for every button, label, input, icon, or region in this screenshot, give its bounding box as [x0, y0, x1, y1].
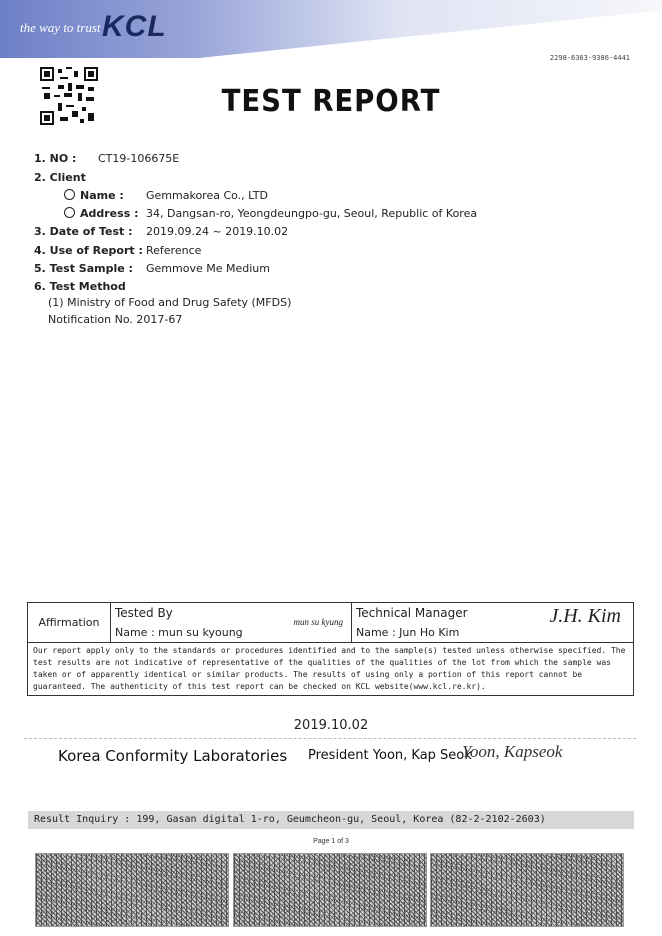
technical-manager-signature: J.H. Kim	[549, 604, 621, 627]
tested-by-signature: mun su kyung	[293, 616, 343, 627]
document-number: 2298-6363-9386-4441	[549, 54, 630, 62]
affirmation-label: Affirmation	[28, 603, 111, 643]
circle-bullet-icon	[64, 207, 75, 218]
page-number: Page 1 of 3	[313, 838, 349, 845]
use-of-report-label: 4. Use of Report :	[34, 244, 143, 257]
issue-date: 2019.10.02	[293, 718, 369, 733]
organization-name: Korea Conformity Laboratories	[58, 747, 288, 765]
test-method-line1: (1) Ministry of Food and Drug Safety (MFDS)	[48, 296, 292, 309]
date-of-test-value: 2019.09.24 ~ 2019.10.02	[146, 225, 289, 238]
client-name-label: Name :	[80, 189, 124, 202]
report-title: TEST REPORT	[221, 84, 441, 119]
client-address-label: Address :	[80, 207, 139, 220]
report-number-row	[34, 152, 179, 165]
kcl-logo: KCL	[102, 10, 167, 43]
security-pattern-left	[35, 853, 229, 927]
president-signature: Yoon, Kapseok	[462, 742, 563, 761]
security-pattern-right	[430, 853, 624, 927]
test-sample-row	[34, 262, 270, 275]
report-number-label: 1. NO :	[34, 152, 77, 165]
divider	[24, 738, 636, 739]
result-inquiry: Result Inquiry : 199, Gasan digital 1-ro, Geumcheon-gu, Seoul, Korea (82-2-2102-2603)	[28, 811, 634, 829]
date-of-test-label: 3. Date of Test :	[34, 225, 133, 238]
date-of-test-row	[34, 225, 289, 238]
client-address-value: 34, Dangsan-ro, Yeongdeungpo-gu, Seoul, Republic of Korea	[146, 207, 478, 220]
use-of-report-row	[34, 244, 202, 257]
technical-manager-name: Name : Jun Ho Kim	[356, 625, 460, 639]
report-number-value: CT19-106675E	[97, 152, 180, 165]
tested-by-label: Tested By	[111, 603, 352, 623]
brand-slogan: the way to trust	[20, 20, 101, 35]
test-method-row	[34, 280, 126, 293]
client-name-value: Gemmakorea Co., LTD	[146, 189, 268, 202]
client-row	[34, 171, 86, 184]
affirmation-table	[27, 602, 634, 696]
test-sample-value: Gemmove Me Medium	[146, 262, 270, 275]
client-name-row	[64, 189, 268, 202]
president-name: President Yoon, Kap Seok	[308, 748, 472, 763]
test-method-line2: Notification No. 2017-67	[48, 313, 183, 326]
security-pattern-center	[233, 853, 427, 927]
test-sample-label: 5. Test Sample :	[34, 262, 133, 275]
tested-by-name: Name : mun su kyoung	[115, 625, 243, 639]
use-of-report-value: Reference	[146, 244, 202, 257]
client-label: 2. Client	[34, 171, 86, 184]
circle-bullet-icon	[64, 189, 75, 200]
technical-manager-label: Technical Manager	[352, 603, 634, 623]
client-address-row	[64, 207, 478, 220]
tested-by-cell	[111, 616, 352, 643]
test-method-label: 6. Test Method	[34, 280, 126, 293]
affirmation-notice: Our report apply only to the standards or procedures identified and to the sample(s) tested unless otherwise specified. The test results are not indicative of representative of the qualities of the qualities of the lot from which the sample was taken or of apparently identical or similar products. The results of using only a portion of this report cannot be guaranteed. The authenticity of this test report can be checked on KCL website(www.kcl.re.kr).	[28, 643, 634, 696]
